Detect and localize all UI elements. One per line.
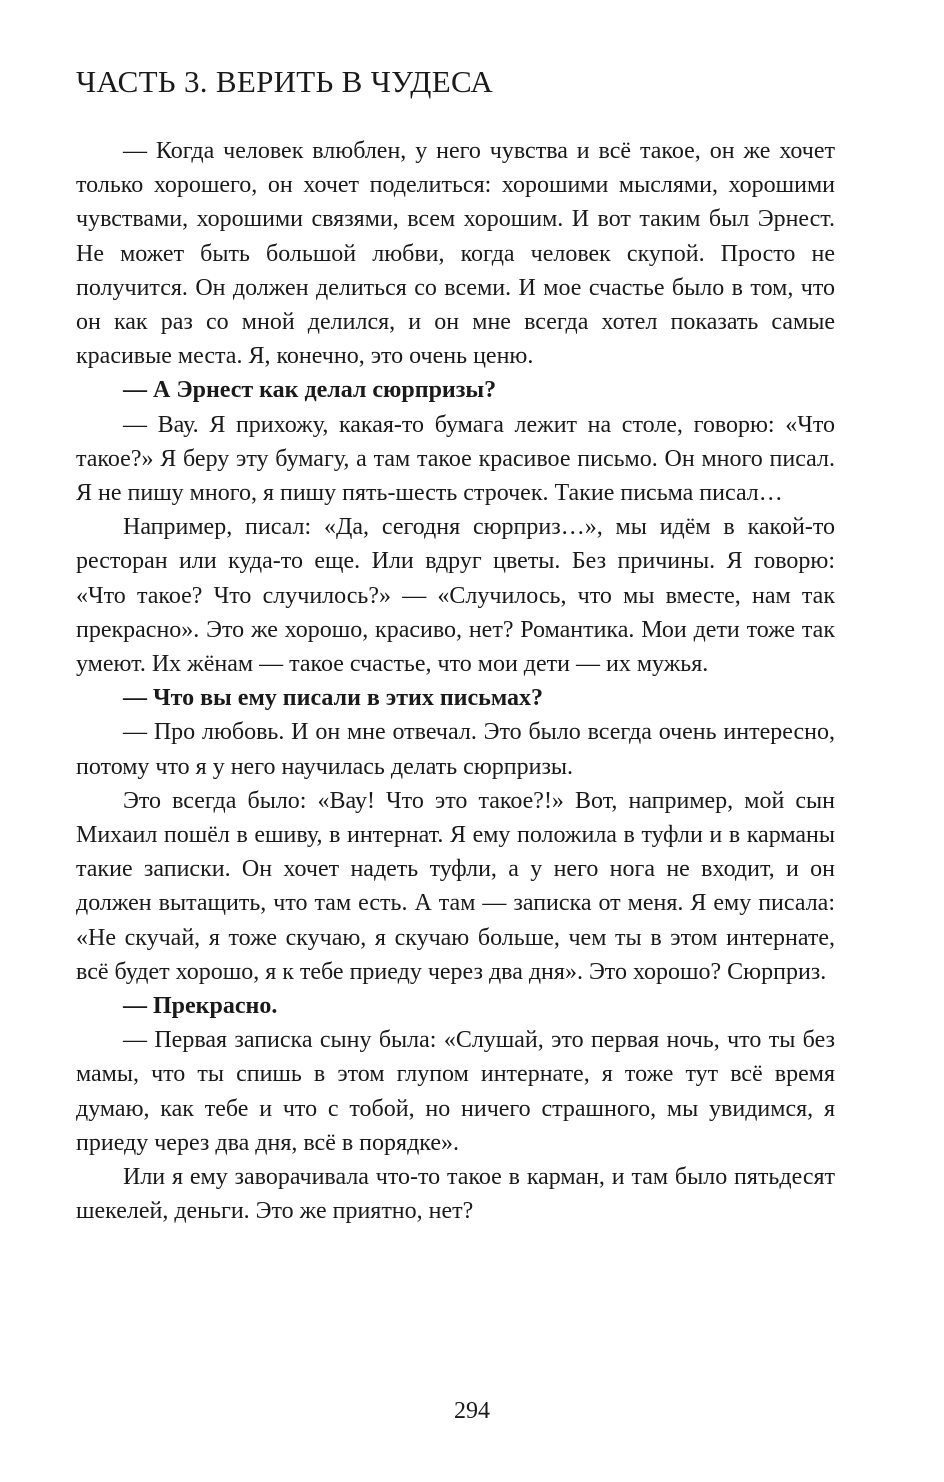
running-header: ЧАСТЬ 3. ВЕРИТЬ В ЧУДЕСА <box>76 64 494 99</box>
paragraph-answer: Или я ему заворачивала что-то такое в карман, и там было пятьдесят шекелей, деньги. Это же приятно, нет? <box>76 1164 835 1225</box>
paragraph-answer: — Первая записка сыну была: «Слушай, это первая ночь, что ты без мамы, что ты спишь в этом глупом интернате, я тоже тут всё время думаю, как тебе и что с тобой, но ничего страшного, мы увидимся, я приеду через два дня, всё в порядке». <box>76 1027 835 1156</box>
paragraph-answer: — Когда человек влюблен, у него чувства и всё такое, он же хочет только хорошего, он хочет поделиться: хорошими мыслями, хорошими чувствами, хорошими связями, всем хорошим. И вот таким был Эрнест. Не может быть большой любви, когда человек скупой. Просто не получится. Он должен делиться со всеми. И мое счастье было в том, что он как раз со мной делился, и он мне всегда хотел показать самые красивые места. Я, конечно, это очень ценю. <box>76 138 835 370</box>
paragraph-question: — А Эрнест как делал сюрпризы? <box>123 377 497 404</box>
paragraph-answer: — Вау. Я прихожу, какая-то бумага лежит на столе, говорю: «Что такое?» Я беру эту бумагу, а там такое красивое письмо. Он много писал. Я не пишу много, я пишу пять-шесть строчек. Такие письма писал… <box>76 411 835 507</box>
paragraph-question: — Что вы ему писали в этих письмах? <box>123 685 544 712</box>
paragraph-answer: Это всегда было: «Вау! Что это такое?!» Вот, например, мой сын Михаил пошёл в ешиву, в интернат. Я ему положила в туфли и в карманы такие записки. Он хочет надеть туфли, а у него нога не входит, и он должен вытащить, что там есть. А там — записка от меня. Я ему писала: «Не скучай, я тоже скучаю, я скучаю больше, чем ты в этом интернате, всё будет хорошо, я к тебе приеду через два дня». Это хорошо? Сюрприз. <box>76 787 835 985</box>
paragraph-question: — Прекрасно. <box>123 993 278 1020</box>
body-text <box>76 134 835 1229</box>
paragraph-answer: Например, писал: «Да, сегодня сюрприз…», мы идём в какой-то ресторан или куда-то еще. Или вдруг цветы. Без причины. Я говорю: «Что такое? Что случилось?» — «Случилось, что мы вместе, нам так прекрасно». Это же хорошо, красиво, нет? Романтика. Мои дети тоже так умеют. Их жёнам — такое счастье, что мои дети — их мужья. <box>76 514 835 678</box>
page-number: 294 <box>454 1398 490 1424</box>
paragraph-answer: — Про любовь. И он мне отвечал. Это было всегда очень интересно, потому что я у него научилась делать сюрпризы. <box>76 719 835 780</box>
